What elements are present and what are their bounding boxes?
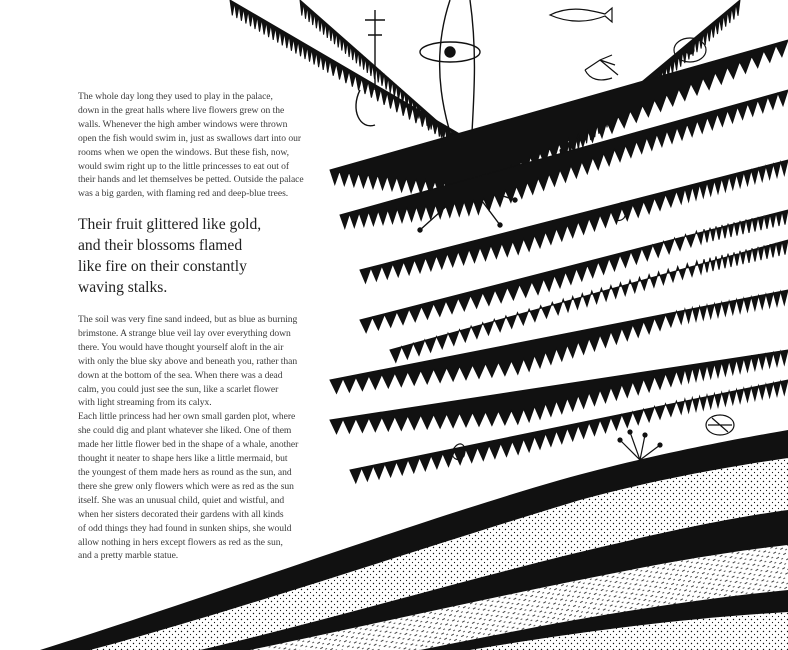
zigzag-band (330, 350, 788, 434)
text-line: would swim right up to the little princesses to eat out of (78, 160, 290, 172)
hand-icon (585, 55, 618, 80)
text-line: she could dig and plant whatever she liked. One of them (78, 425, 292, 437)
text-line: the youngest of them made hers as round as the sun, and (78, 466, 292, 478)
text-line: calm, you could just see the sun, like a scarlet flower (78, 383, 279, 395)
text-line: when her sisters decorated their gardens with all kinds (78, 508, 284, 520)
text-line: and a pretty marble statue. (78, 550, 179, 562)
text-line: brimstone. A strange blue veil lay over everything down (78, 327, 291, 339)
text-line: thought it neater to shape hers like a little mermaid, but (78, 453, 288, 465)
fish-icon (550, 8, 612, 22)
text-line: The whole day long they used to play in the palace, (78, 91, 273, 102)
text-line: allow nothing in hers except flowers as red as the sun, (78, 536, 283, 548)
quote-line: waving stalks. (78, 279, 168, 296)
text-line: their hands and let themselves be petted. Outside the palace (78, 174, 304, 186)
text-line: made her little flower bed in the shape of a whale, another (78, 439, 299, 451)
text-line: itself. She was an unusual child, quiet and wistful, and (78, 494, 285, 506)
text-line: was a big garden, with flaming red and deep-blue trees. (78, 188, 289, 200)
body-paragraph-2 (78, 313, 340, 563)
text-line: rooms when we open the windows. But these fish, now, (78, 146, 290, 158)
pull-quote (78, 214, 340, 298)
text-line: with light streaming from its calyx. (78, 397, 212, 409)
quote-line: Their fruit glittered like gold, (78, 216, 262, 233)
text-line: open the fish would swim in, just as swallows dart into our (78, 132, 302, 144)
text-line: with only the blue sky above and beneath you, rather than (78, 355, 298, 367)
body-paragraph-1 (78, 90, 340, 201)
text-line: there. You would have thought yourself aloft in the air (78, 341, 284, 353)
text-line: down at the bottom of the sea. When there was a dead (78, 369, 283, 381)
text-line: walls. Whenever the high amber windows were thrown (78, 118, 288, 130)
text-line: down in the great halls where live flowers grew on the (78, 104, 285, 116)
quote-line: like fire on their constantly (78, 258, 247, 275)
flower-icon (618, 430, 662, 460)
quote-line: and their blossoms flamed (78, 237, 243, 254)
text-line: there she grew only flowers which were as red as the sun (78, 480, 294, 492)
shell-icon (706, 415, 734, 435)
text-line: of odd things they had found in sunken ships, she would (78, 522, 292, 534)
text-line: The soil was very fine sand indeed, but as blue as burning (78, 314, 298, 325)
text-line: Each little princess had her own small garden plot, where (78, 411, 296, 423)
